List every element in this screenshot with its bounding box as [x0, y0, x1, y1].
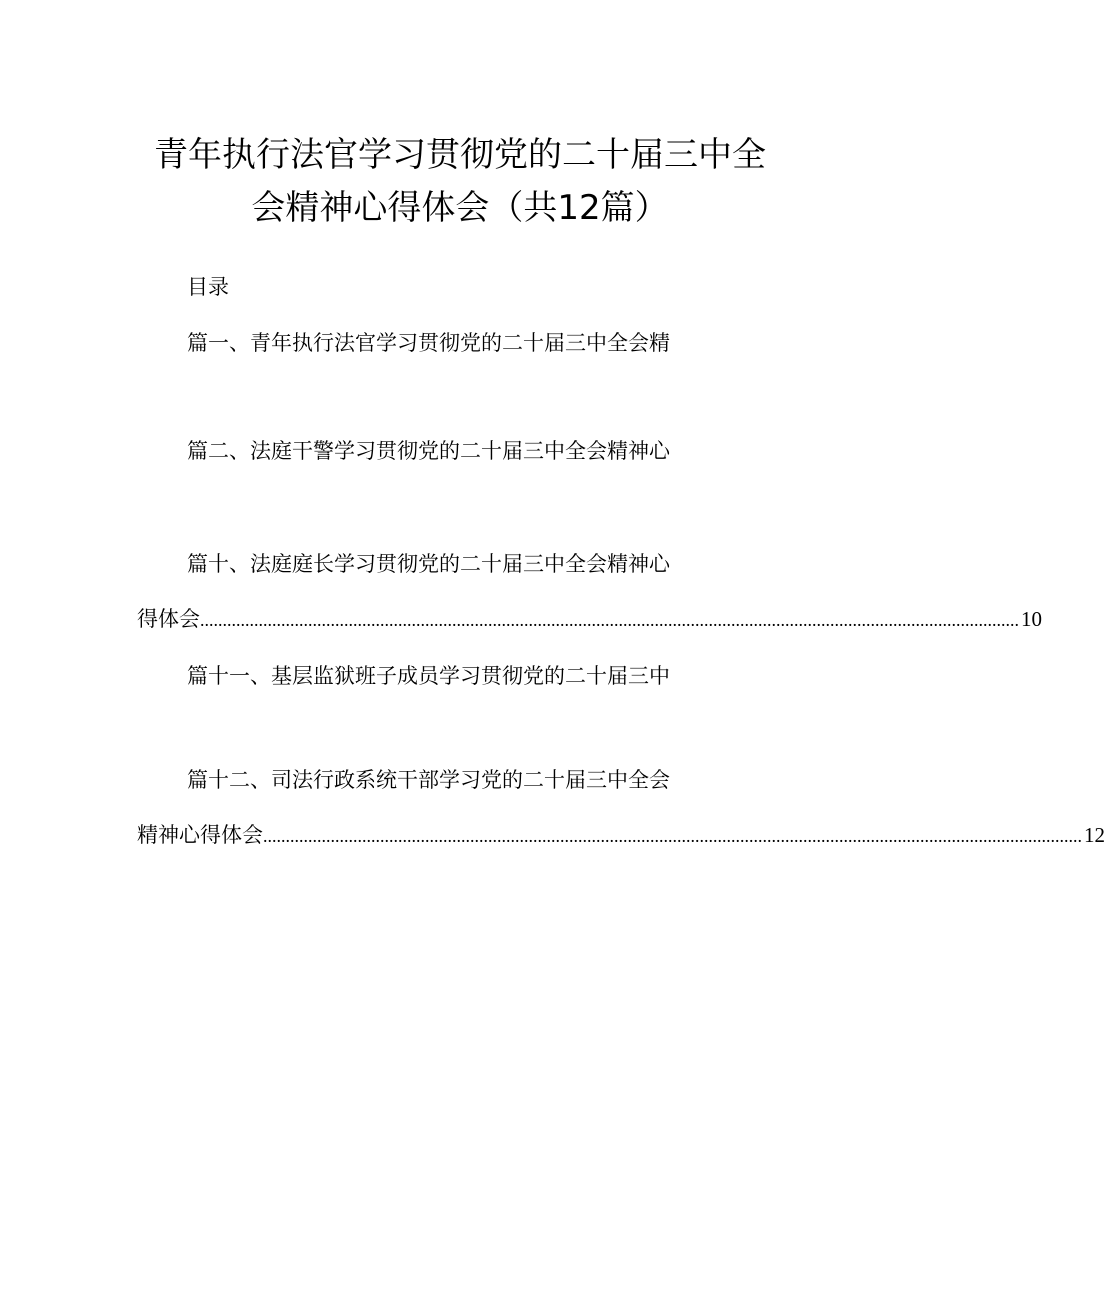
- toc-entry-5[interactable]: 篇十二、司法行政系统干部学习党的二十届三中全会: [187, 768, 670, 792]
- document-title-line-1: 青年执行法官学习贯彻党的二十届三中全: [154, 135, 766, 175]
- document-title-line-2: 会精神心得体会（共12篇）: [251, 188, 669, 228]
- toc-dot-leader: ......................................................................................................................................................................................: [200, 610, 1019, 630]
- toc-entry-3-continuation-text: 得体会: [137, 607, 200, 631]
- toc-entry-5-continuation-text: 精神心得体会: [137, 823, 263, 847]
- toc-entry-5-page-number: 12: [1084, 823, 1105, 847]
- toc-entry-3[interactable]: 篇十、法庭庭长学习贯彻党的二十届三中全会精神心: [187, 552, 670, 576]
- toc-entry-3-page-number: 10: [1021, 607, 1042, 631]
- toc-dot-leader: ......................................................................................................................................................................................: [263, 826, 1082, 846]
- toc-entry-5-continuation[interactable]: [137, 820, 1105, 851]
- toc-entry-3-continuation[interactable]: [137, 604, 1042, 635]
- toc-entry-2[interactable]: 篇二、法庭干警学习贯彻党的二十届三中全会精神心: [187, 439, 670, 463]
- toc-heading: 目录: [187, 275, 229, 299]
- toc-entry-4[interactable]: 篇十一、基层监狱班子成员学习贯彻党的二十届三中: [187, 664, 670, 688]
- toc-entry-1[interactable]: 篇一、青年执行法官学习贯彻党的二十届三中全会精: [187, 331, 670, 355]
